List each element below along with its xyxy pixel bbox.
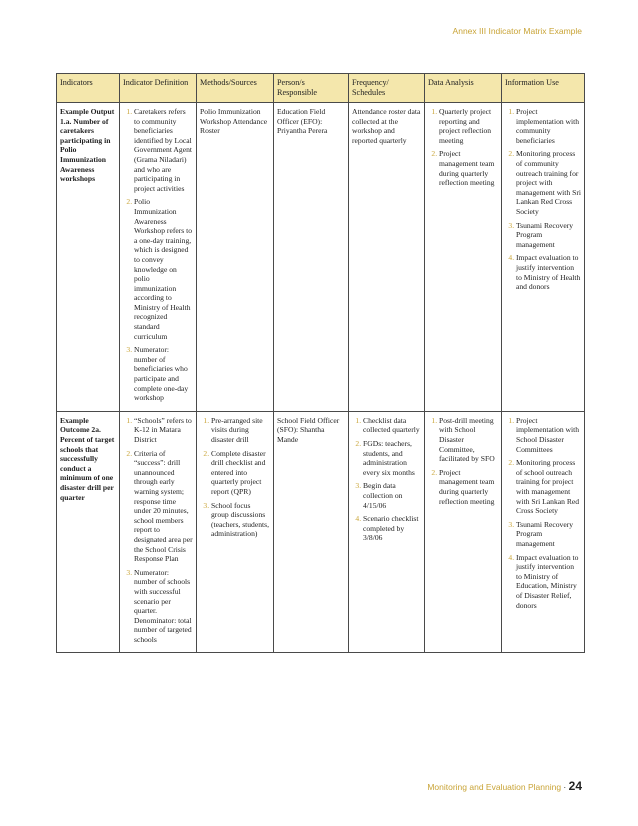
- list-item: 1. Checklist data collected quarterly: [363, 416, 421, 435]
- header-methods-sources: Methods/Sources: [197, 74, 274, 103]
- definition-cell: [120, 103, 197, 412]
- table-row: [57, 103, 585, 412]
- list-item: 3. Begin data collection on 4/15/06: [363, 481, 421, 510]
- list-item: 3. School focus group discussions (teachers, students, administration): [211, 501, 270, 539]
- persons-cell: School Field Officer (SFO): Shantha Mande: [274, 411, 349, 653]
- header-persons-responsible: Person/s Responsible: [274, 74, 349, 103]
- list-item: 2. Project management team during quarterly reflection meeting: [439, 468, 498, 506]
- definition-cell: [120, 411, 197, 653]
- list-item: 1. “Schools” refers to K-12 in Matara District: [134, 416, 193, 445]
- page-number: 24: [568, 779, 582, 793]
- list-item: 1. Caretakers refers to community beneficiaries identified by Local Government Agent (Grama Niladari) and who are participating in project activities: [134, 107, 193, 193]
- list-item: 4. Scenario checklist completed by 3/8/06: [363, 514, 421, 543]
- persons-cell: Education Field Officer (EFO): Priyantha Perera: [274, 103, 349, 412]
- list-item: 2. Complete disaster drill checklist and entered into quarterly project report (QPR): [211, 449, 270, 497]
- list-item: 2. Monitoring process of school outreach training for project with management with Sri Lankan Red Cross Society: [516, 458, 581, 516]
- methods-cell: [197, 411, 274, 653]
- footer-separator: ·: [563, 782, 567, 792]
- list-item: 1. Pre-arranged site visits during disaster drill: [211, 416, 270, 445]
- list-item: 3. Numerator: number of beneficiaries who participate and complete one-day workshop: [134, 345, 193, 403]
- list-item: 2. Polio Immunization Awareness Workshop refers to a one-day training, which is designed to convey knowledge on polio immunization according to Ministry of Health recognized standard curriculum: [134, 197, 193, 341]
- frequency-cell: Attendance roster data collected at the workshop and reported quarterly: [349, 103, 425, 412]
- analysis-cell: [425, 103, 502, 412]
- list-item: 3. Numerator: number of schools with successful scenario per quarter. Denominator: total number of targeted schools: [134, 568, 193, 645]
- analysis-cell: [425, 411, 502, 653]
- header-indicators: Indicators: [57, 74, 120, 103]
- list-item: 4. Impact evaluation to justify intervention to Ministry of Health and donors: [516, 253, 581, 291]
- table-row: [57, 411, 585, 653]
- list-item: 1. Quarterly project reporting and project reflection meeting: [439, 107, 498, 145]
- header-frequency-schedules: Frequency/ Schedules: [349, 74, 425, 103]
- header-information-use: Information Use: [502, 74, 585, 103]
- list-item: 1. Project implementation with School Disaster Committees: [516, 416, 581, 454]
- indicator-cell: Example Output 1.a. Number of caretakers participating in Polio Immunization Awareness workshops: [57, 103, 120, 412]
- list-item: 2. Criteria of “success”: drill unannounced through early warning system; response time under 20 minutes, school members report to designated area per the School Crisis Response Plan: [134, 449, 193, 564]
- header-indicator-definition: Indicator Definition: [120, 74, 197, 103]
- list-item: 1. Post-drill meeting with School Disaster Committee, facilitated by SFO: [439, 416, 498, 464]
- list-item: 1. Project implementation with community beneficiaries: [516, 107, 581, 145]
- list-item: 3. Tsunami Recovery Program management: [516, 221, 581, 250]
- list-item: 2. Project management team during quarterly reflection meeting: [439, 149, 498, 187]
- frequency-cell: [349, 411, 425, 653]
- list-item: 3. Tsunami Recovery Program management: [516, 520, 581, 549]
- methods-cell: Polio Immunization Workshop Attendance Roster: [197, 103, 274, 412]
- running-head: Annex III Indicator Matrix Example: [452, 26, 582, 36]
- page-footer: [427, 779, 582, 793]
- list-item: 4. Impact evaluation to justify intervention to Ministry of Education, Ministry of Disaster Relief, donors: [516, 553, 581, 611]
- use-cell: [502, 103, 585, 412]
- table-header-row: [57, 74, 585, 103]
- indicator-matrix-table: [56, 73, 585, 653]
- list-item: 2. Monitoring process of community outreach training for project with management with Sri Lankan Red Cross Society: [516, 149, 581, 216]
- header-data-analysis: Data Analysis: [425, 74, 502, 103]
- indicator-cell: Example Outcome 2a. Percent of target schools that successfully conduct a minimum of one disaster drill per quarter: [57, 411, 120, 653]
- list-item: 2. FGDs: teachers, students, and administration every six months: [363, 439, 421, 477]
- use-cell: [502, 411, 585, 653]
- footer-title: Monitoring and Evaluation Planning: [427, 782, 562, 792]
